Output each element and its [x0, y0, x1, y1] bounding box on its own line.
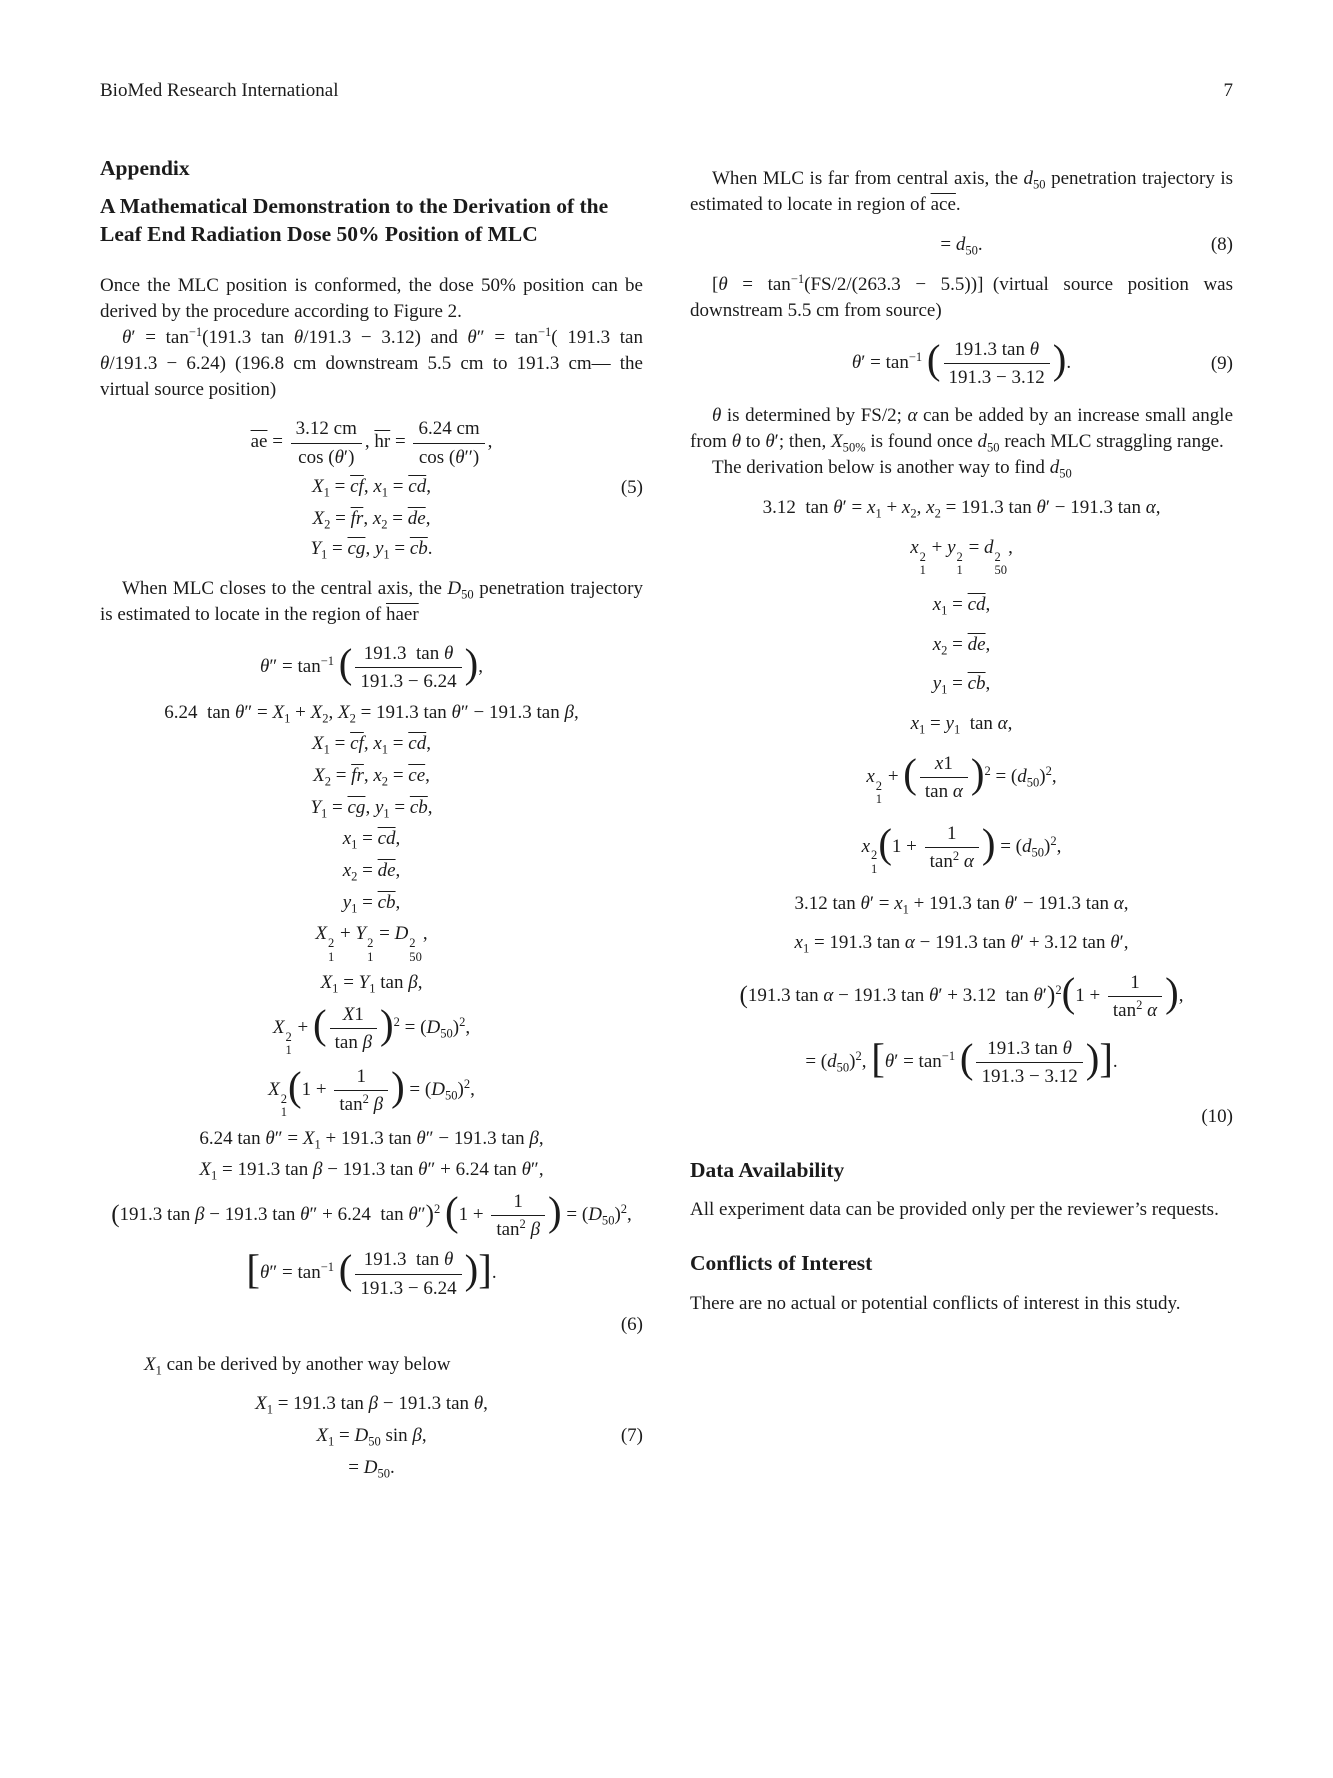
equation-line: = $(d_{50})^2$, [$\theta' = \tan^{-1}$ ( $\frac{\text{191.3 tan θ}}{191.3 - 3.12}$ )].: [805, 1036, 1118, 1088]
equation-line: $y_1 = \overline{cb}$,: [932, 673, 991, 697]
left-column: [100, 140, 643, 1495]
equation-line: 6.24 $\tan \theta'' = X_1 + 191.3$ tan θ″ − 191.3 tan β,: [199, 1127, 544, 1152]
paragraph: $X_1$ can be derived by another way below: [144, 1353, 451, 1378]
equation-line: $\theta'' = \tan^{-1}$ ( $\frac{\text{191.3 tan θ}}{191.3 - 6.24}$ ),: [260, 641, 483, 693]
equation-line: 6.24 $\tan \theta'' = X_1 + X_2$, $X_2 = 191.3$ tan θ″ − 191.3 tan β,: [164, 701, 579, 725]
equation-line: (191.3 tan β − 191.3 tan θ″ + 6.24 tan θ″)$^2$ (1 + $\frac{1}{\tan^2 \beta}$ ) = $(D_{50})^2$,: [111, 1188, 632, 1241]
equation-line: $\theta' = \tan^{-1}$ ( $\frac{\text{191.3 tan θ}}{191.3 - 3.12}$ ).: [851, 337, 1072, 389]
equation-number: (9): [1210, 352, 1233, 374]
paragraph: Once the MLC position is conformed, the dose 50% position can be derived by the procedure according to Figure 2.: [100, 275, 643, 323]
conflicts-heading: Conflicts of Interest: [690, 1251, 873, 1276]
equation-9: [690, 338, 1233, 389]
equation-line: $\overline{ae}$ = $\frac{3.12 cm}{\cos (\theta')}$ , $\overline{hr}$ = $\frac{6.24 cm}{\cos (\theta'')}$ ,: [250, 418, 493, 468]
equation-line: (191.3 tan α − 191.3 tan θ′ + 3.12 tan θ′)$^2$(1 + $\frac{1}{\tan^2 \alpha}$ ),: [739, 969, 1184, 1022]
paragraph: $[\theta = \tan^{-1}(FS/2/(263.3 - 5.5))]$ (virtual source position was downstream 5.5 cm from source): [690, 272, 1233, 322]
equation-line: $Y_1 = \overline{cg}$, $y_1 = \overline{cb}$.: [310, 538, 433, 562]
equation-line: [$\theta'' = \tan^{-1}$ ( $\frac{\text{191.3 tan θ}}{191.3 - 6.24}$ )].: [246, 1247, 497, 1299]
paragraph: $\theta' = \tan^{-1}(191.3$ tan θ/191.3 − 3.12) and $\theta'' = \tan^{-1}$( 191.3 tan θ/191.3 − 6.24) (196.8 cm downstream 5.5 cm to 191.3 cm— the virtual source position): [100, 325, 643, 401]
right-column: [690, 140, 1233, 1495]
equation-5: [100, 417, 643, 562]
equation-6: [100, 642, 643, 1338]
equation-line: X 2 1 + ( $\frac{X1}{\text{tan β}}$ )$^2 = (D_{50})^2$,: [272, 1001, 471, 1058]
equation-line: $Y_1 = \overline{cg}$, $y_1 = \overline{cb}$,: [310, 796, 433, 820]
paragraph: There are no actual or potential conflicts of interest in this study.: [690, 1292, 1181, 1314]
equation-line: x 2 1 + y 2 1 = d 2 50 ,: [910, 537, 1013, 578]
equation-7: [100, 1392, 643, 1481]
equation-line: X 2 1 + Y 2 1 = D 2 50 ,: [315, 923, 428, 964]
page-number: 7: [1223, 80, 1233, 101]
equation-line: $x_1 = \overline{cd}$,: [342, 828, 401, 852]
equation-line: X 2 1 (1 + $\frac{1}{\tan^2 \beta}$ ) = $(D_{50})^2$,: [268, 1063, 475, 1120]
equation-line: 3.12 $\tan \theta' = x_1 + 191.3$ tan θ′ − 191.3 tan α,: [794, 892, 1129, 916]
appendix-section-title: A Mathematical Demonstration to the Derivation of the Leaf End Radiation Dose 50% Position of MLC: [100, 194, 609, 247]
equation-10: [690, 496, 1233, 1129]
appendix-heading: Appendix: [100, 156, 190, 181]
equation-line: $y_1 = \overline{cb}$,: [342, 891, 401, 916]
two-column-layout: [100, 140, 1233, 1495]
equation-line: x 2 1 + ( $\frac{x1}{\text{tan α}}$ )$^2 = (d_{50})^2$,: [866, 750, 1057, 807]
paragraph: All experiment data can be provided only per the reviewer’s requests.: [690, 1199, 1219, 1221]
equation-line: $x_2 = \overline{de}$,: [342, 859, 401, 884]
equation-line: $x_2 = \overline{de}$,: [932, 633, 991, 658]
equation-line: $x_1 = 191.3$ tan α − 191.3 tan θ′ + 3.12 tan θ′,: [794, 932, 1129, 956]
journal-name: BioMed Research International: [100, 80, 339, 101]
equation-line: 3.12 $\tan \theta' = x_1 + x_2$, $x_2 = 191.3$ tan θ′ − 191.3 tan α,: [762, 497, 1161, 521]
equation-line: x 2 1 (1 + $\frac{1}{\tan^2 \alpha}$ ) = $(d_{50})^2$,: [861, 820, 1062, 877]
equation-line: $X_1 = \overline{cf}$, $x_1 = \overline{cd}$,: [312, 476, 431, 500]
equation-line: $X_1 = \overline{cf}$, $x_1 = \overline{cd}$,: [312, 733, 431, 757]
equation-line: $x_1 = y_1$ tan α,: [910, 713, 1013, 737]
paragraph: When MLC is far from central axis, the $d_{50}$ penetration trajectory is estimated to locate in region of $\overline{ace}$.: [690, 168, 1234, 216]
paragraph: θ is determined by FS/2; α can be added by an increase small angle from θ to θ′; then, $X_{50\%}$ is found once $d_{50}$ reach MLC straggling range.: [690, 405, 1234, 455]
equation-line: $X_1 = Y_1$ tan β,: [320, 972, 423, 996]
equation-line: $x_1 = \overline{cd}$,: [932, 594, 991, 618]
data-availability-heading: Data Availability: [690, 1157, 845, 1182]
equation-line: $X_2 = \overline{fr}$, $x_2 = \overline{de}$,: [312, 507, 431, 532]
equation-line: = $D_{50}$.: [348, 1457, 395, 1481]
equation-line: $X_1 = 191.3$ tan β − 191.3 tan θ″ + 6.24 tan θ″,: [199, 1159, 544, 1183]
equation-number: (6): [620, 1313, 643, 1335]
paragraph: When MLC closes to the central axis, the $D_{50}$ penetration trajectory is estimated to locate in the region of haer: [100, 578, 643, 626]
equation-line: $X_2 = \overline{fr}$, $x_2 = \overline{ce}$,: [313, 764, 430, 789]
equation-line: $X_1 = D_{50}$ sin β,: [316, 1425, 427, 1449]
paragraph: The derivation below is another way to find $d_{50}$: [712, 457, 1072, 481]
equation-number: (7): [620, 1425, 643, 1447]
equation-8: [690, 232, 1233, 258]
page-header: [100, 78, 1233, 104]
equation-number: (10): [1201, 1105, 1233, 1127]
equation-number: (5): [620, 476, 643, 498]
equation-line: = $d_{50}$.: [940, 233, 983, 258]
equation-number: (8): [1210, 234, 1233, 256]
equation-line: $X_1 = 191.3$ tan β − 191.3 tan θ,: [255, 1392, 488, 1417]
